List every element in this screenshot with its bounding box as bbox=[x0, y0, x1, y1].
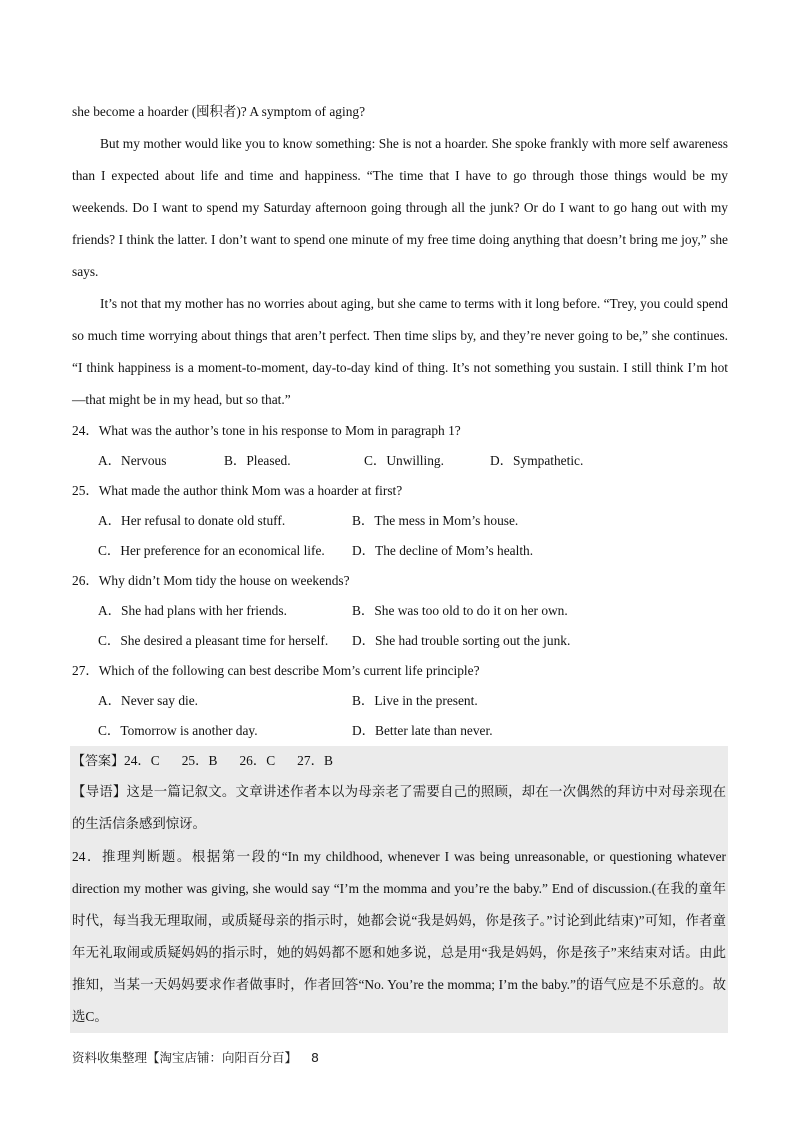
option-row bbox=[72, 626, 728, 656]
option: A．Nervous bbox=[98, 453, 167, 468]
option: C．Tomorrow is another day. bbox=[98, 723, 258, 738]
question-stem: 25．What made the author think Mom was a hoarder at first? bbox=[72, 483, 403, 498]
passage-paragraph: It’s not that my mother has no worries about aging, but she came to terms with it long before. “Trey, you could spend so much time worrying about things that aren’t perfect. Then time slips by, and they’re never going to be,” she continues. “I think happiness is a moment-to-moment, day-to-day kind of thing. It’s not something you sustain. I still think I’m hot—that might be in my head, but so that.” bbox=[72, 296, 728, 407]
option: A．Never say die. bbox=[98, 693, 199, 708]
option-row bbox=[72, 506, 728, 536]
option-row bbox=[72, 716, 728, 746]
question-stem: 24．What was the author’s tone in his response to Mom in paragraph 1? bbox=[72, 423, 461, 438]
question-stem: 27．Which of the following can best describe Mom’s current life principle? bbox=[72, 663, 480, 678]
document-page bbox=[72, 96, 728, 1033]
option: B．She was too old to do it on her own. bbox=[352, 603, 568, 618]
option: C．Her preference for an economical life. bbox=[98, 543, 325, 558]
answer-line bbox=[72, 746, 726, 777]
option-row bbox=[72, 596, 728, 626]
option-row bbox=[72, 536, 728, 566]
option: A．Her refusal to donate old stuff. bbox=[98, 513, 286, 528]
option-row bbox=[72, 686, 728, 716]
option: D．She had trouble sorting out the junk. bbox=[352, 633, 571, 648]
option: C．She desired a pleasant time for herself. bbox=[98, 633, 329, 648]
guide-text: 【导语】这是一篇记叙文。文章讲述作者本以为母亲老了需要自己的照顾，却在一次偶然的拜访中对母亲现在的生活信条感到惊讶。 bbox=[72, 785, 726, 832]
answer-label: 【答案】 bbox=[72, 754, 125, 769]
passage-paragraph: But my mother would like you to know something: She is not a hoarder. She spoke frankly with more self awareness than I expected about life and time and happiness. “The time that I have to go through those things would be my weekends. Do I want to spend my Saturday afternoon going through all the junk? Or do I want to go hang out with my friends? I think the latter. I don’t want to spend one minute of my free time doing anything that doesn’t bring me joy,” she says. bbox=[72, 136, 728, 279]
option: C．Unwilling. bbox=[364, 453, 444, 468]
option: A．She had plans with her friends. bbox=[98, 603, 287, 618]
option: B．Pleased. bbox=[224, 453, 291, 468]
answer-item: 27．B bbox=[297, 753, 333, 768]
option: B．Live in the present. bbox=[352, 693, 478, 708]
answer-item: 26．C bbox=[239, 753, 276, 768]
page-number: 8 bbox=[311, 1050, 319, 1065]
question-stem: 26．Why didn’t Mom tidy the house on weekends? bbox=[72, 573, 350, 588]
option-row bbox=[72, 446, 728, 476]
answer-box bbox=[70, 746, 728, 1033]
option: D．Sympathetic. bbox=[490, 453, 584, 468]
option: D．Better late than never. bbox=[352, 723, 493, 738]
answer-item: 25．B bbox=[181, 753, 218, 768]
option: D．The decline of Mom’s health. bbox=[352, 543, 534, 558]
footer-text: 资料收集整理【淘宝店铺：向阳百分百】 bbox=[72, 1050, 298, 1065]
answer-item: 24．C bbox=[124, 753, 160, 768]
option: B．The mess in Mom’s house. bbox=[352, 513, 519, 528]
explanation-text: 24．推理判断题。根据第一段的“In my childhood, whenever I was being unreasonable, or questioning whatever direction my mother was giving, she would say “I’m the momma and you’re the baby.” End of discussion.(在我的童年时代，每当我无理取闹，或质疑母亲的指示时，她都会说“我是妈妈，你是孩子。”讨论到此结束)”可知，作者童年无礼取闹或质疑妈妈的指示时，她的妈妈都不愿和她多说，总是用“我是妈妈，你是孩子”来结束对话。由此推知，当某一天妈妈要求作者做事时，作者回答“No. You’re the momma; I’m the baby.”的语气应是不乐意的。故选C。 bbox=[72, 849, 726, 1024]
passage-line: she become a hoarder (囤积者)? A symptom of aging? bbox=[72, 104, 366, 119]
page-footer bbox=[72, 1048, 319, 1066]
